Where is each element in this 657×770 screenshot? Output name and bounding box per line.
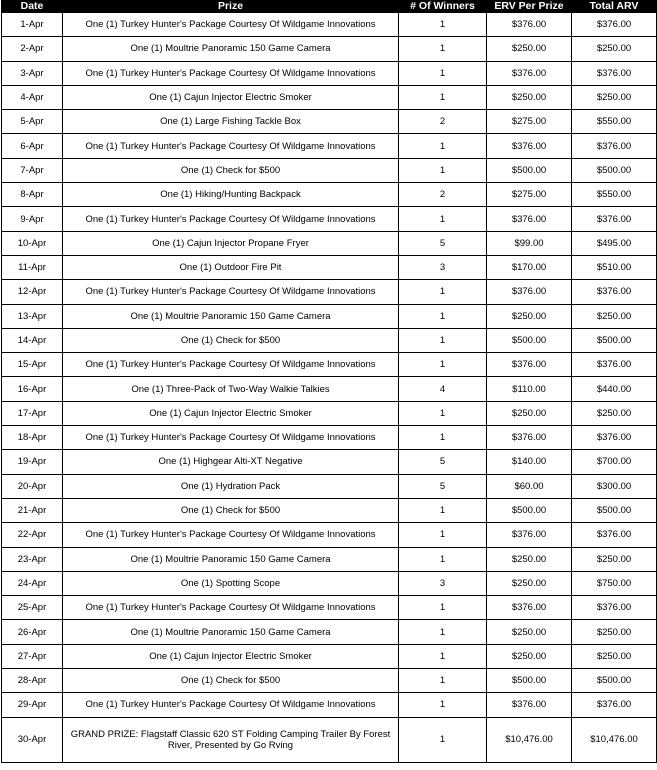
- cell-winners: 1: [399, 717, 487, 762]
- cell-total: $500.00: [572, 669, 657, 693]
- table-row: [2, 158, 657, 182]
- cell-total: $10,476.00: [572, 717, 657, 762]
- cell-erv: $250.00: [487, 547, 572, 571]
- cell-total: $550.00: [572, 183, 657, 207]
- cell-total: $376.00: [572, 207, 657, 231]
- cell-prize: One (1) Turkey Hunter's Package Courtesy Of Wildgame Innovations: [63, 134, 399, 158]
- cell-prize: One (1) Turkey Hunter's Package Courtesy Of Wildgame Innovations: [63, 523, 399, 547]
- cell-winners: 1: [399, 498, 487, 522]
- cell-date: 28-Apr: [2, 669, 63, 693]
- table-row: [2, 474, 657, 498]
- cell-winners: 3: [399, 571, 487, 595]
- cell-erv: $250.00: [487, 304, 572, 328]
- cell-winners: 1: [399, 304, 487, 328]
- cell-prize: One (1) Turkey Hunter's Package Courtesy Of Wildgame Innovations: [63, 13, 399, 37]
- cell-erv: $250.00: [487, 620, 572, 644]
- cell-erv: $275.00: [487, 183, 572, 207]
- table-row: [2, 547, 657, 571]
- cell-date: 20-Apr: [2, 474, 63, 498]
- cell-date: 18-Apr: [2, 426, 63, 450]
- table-row: [2, 620, 657, 644]
- cell-erv: $376.00: [487, 13, 572, 37]
- table-row: [2, 61, 657, 85]
- cell-erv: $376.00: [487, 596, 572, 620]
- cell-erv: $500.00: [487, 158, 572, 182]
- header-date: Date: [2, 1, 63, 13]
- cell-date: 24-Apr: [2, 571, 63, 595]
- table-body: [2, 13, 657, 763]
- cell-prize: One (1) Moultrie Panoramic 150 Game Camera: [63, 304, 399, 328]
- cell-prize: One (1) Cajun Injector Electric Smoker: [63, 85, 399, 109]
- prize-schedule-table: [1, 0, 657, 763]
- cell-date: 29-Apr: [2, 693, 63, 717]
- cell-prize: One (1) Check for $500: [63, 328, 399, 352]
- cell-prize: GRAND PRIZE: Flagstaff Classic 620 ST Folding Camping Trailer By Forest River, Presented by Go Rving: [63, 717, 399, 762]
- cell-prize: One (1) Large Fishing Tackle Box: [63, 110, 399, 134]
- cell-winners: 1: [399, 134, 487, 158]
- cell-total: $376.00: [572, 523, 657, 547]
- cell-prize: One (1) Spotting Scope: [63, 571, 399, 595]
- cell-total: $495.00: [572, 231, 657, 255]
- cell-total: $376.00: [572, 596, 657, 620]
- cell-date: 19-Apr: [2, 450, 63, 474]
- cell-prize: One (1) Moultrie Panoramic 150 Game Camera: [63, 620, 399, 644]
- cell-erv: $250.00: [487, 37, 572, 61]
- cell-total: $500.00: [572, 498, 657, 522]
- table-row: [2, 134, 657, 158]
- cell-erv: $250.00: [487, 644, 572, 668]
- cell-date: 13-Apr: [2, 304, 63, 328]
- table-row: [2, 377, 657, 401]
- cell-prize: One (1) Outdoor Fire Pit: [63, 255, 399, 279]
- cell-winners: 1: [399, 693, 487, 717]
- cell-winners: 1: [399, 644, 487, 668]
- cell-erv: $250.00: [487, 401, 572, 425]
- cell-prize: One (1) Three-Pack of Two-Way Walkie Talkies: [63, 377, 399, 401]
- cell-date: 3-Apr: [2, 61, 63, 85]
- table-header: [2, 1, 657, 13]
- cell-total: $750.00: [572, 571, 657, 595]
- cell-winners: 1: [399, 85, 487, 109]
- cell-date: 17-Apr: [2, 401, 63, 425]
- cell-date: 4-Apr: [2, 85, 63, 109]
- table-row: [2, 328, 657, 352]
- cell-date: 1-Apr: [2, 13, 63, 37]
- cell-date: 23-Apr: [2, 547, 63, 571]
- cell-winners: 1: [399, 328, 487, 352]
- table-row: [2, 401, 657, 425]
- cell-erv: $99.00: [487, 231, 572, 255]
- table-row: [2, 304, 657, 328]
- table-row: [2, 13, 657, 37]
- cell-total: $250.00: [572, 547, 657, 571]
- table-row: [2, 450, 657, 474]
- cell-date: 14-Apr: [2, 328, 63, 352]
- cell-total: $376.00: [572, 134, 657, 158]
- cell-winners: 2: [399, 110, 487, 134]
- cell-date: 10-Apr: [2, 231, 63, 255]
- table-row: [2, 596, 657, 620]
- table-row: [2, 644, 657, 668]
- cell-total: $440.00: [572, 377, 657, 401]
- cell-date: 9-Apr: [2, 207, 63, 231]
- cell-prize: One (1) Hydration Pack: [63, 474, 399, 498]
- table-row: [2, 693, 657, 717]
- cell-total: $376.00: [572, 280, 657, 304]
- cell-prize: One (1) Turkey Hunter's Package Courtesy Of Wildgame Innovations: [63, 426, 399, 450]
- cell-erv: $275.00: [487, 110, 572, 134]
- cell-date: 30-Apr: [2, 717, 63, 762]
- table-row: [2, 523, 657, 547]
- table-row: [2, 255, 657, 279]
- cell-erv: $60.00: [487, 474, 572, 498]
- cell-total: $376.00: [572, 13, 657, 37]
- cell-winners: 3: [399, 255, 487, 279]
- cell-erv: $250.00: [487, 571, 572, 595]
- header-row: [2, 1, 657, 13]
- cell-date: 25-Apr: [2, 596, 63, 620]
- cell-prize: One (1) Hiking/Hunting Backpack: [63, 183, 399, 207]
- cell-erv: $110.00: [487, 377, 572, 401]
- cell-prize: One (1) Highgear Alti-XT Negative: [63, 450, 399, 474]
- cell-prize: One (1) Cajun Injector Electric Smoker: [63, 401, 399, 425]
- cell-erv: $10,476.00: [487, 717, 572, 762]
- table-row: [2, 571, 657, 595]
- cell-prize: One (1) Check for $500: [63, 498, 399, 522]
- cell-date: 21-Apr: [2, 498, 63, 522]
- table-row: [2, 110, 657, 134]
- cell-total: $376.00: [572, 693, 657, 717]
- cell-winners: 1: [399, 61, 487, 85]
- cell-total: $510.00: [572, 255, 657, 279]
- cell-prize: One (1) Check for $500: [63, 158, 399, 182]
- cell-total: $376.00: [572, 61, 657, 85]
- cell-erv: $500.00: [487, 498, 572, 522]
- cell-prize: One (1) Moultrie Panoramic 150 Game Camera: [63, 37, 399, 61]
- cell-total: $250.00: [572, 644, 657, 668]
- cell-prize: One (1) Check for $500: [63, 669, 399, 693]
- cell-total: $376.00: [572, 426, 657, 450]
- cell-prize: One (1) Turkey Hunter's Package Courtesy Of Wildgame Innovations: [63, 61, 399, 85]
- cell-winners: 1: [399, 669, 487, 693]
- cell-date: 26-Apr: [2, 620, 63, 644]
- cell-prize: One (1) Cajun Injector Propane Fryer: [63, 231, 399, 255]
- cell-winners: 1: [399, 547, 487, 571]
- cell-erv: $500.00: [487, 328, 572, 352]
- cell-prize: One (1) Turkey Hunter's Package Courtesy Of Wildgame Innovations: [63, 693, 399, 717]
- cell-winners: 1: [399, 426, 487, 450]
- cell-date: 15-Apr: [2, 353, 63, 377]
- cell-erv: $376.00: [487, 280, 572, 304]
- header-erv: ERV Per Prize: [487, 1, 572, 13]
- cell-prize: One (1) Turkey Hunter's Package Courtesy Of Wildgame Innovations: [63, 280, 399, 304]
- cell-prize: One (1) Turkey Hunter's Package Courtesy Of Wildgame Innovations: [63, 207, 399, 231]
- cell-total: $250.00: [572, 401, 657, 425]
- cell-erv: $500.00: [487, 669, 572, 693]
- cell-date: 22-Apr: [2, 523, 63, 547]
- cell-erv: $376.00: [487, 353, 572, 377]
- cell-erv: $376.00: [487, 207, 572, 231]
- cell-erv: $250.00: [487, 85, 572, 109]
- cell-date: 5-Apr: [2, 110, 63, 134]
- cell-date: 2-Apr: [2, 37, 63, 61]
- cell-prize: One (1) Cajun Injector Electric Smoker: [63, 644, 399, 668]
- cell-date: 8-Apr: [2, 183, 63, 207]
- cell-total: $700.00: [572, 450, 657, 474]
- cell-winners: 1: [399, 596, 487, 620]
- cell-erv: $376.00: [487, 426, 572, 450]
- cell-total: $550.00: [572, 110, 657, 134]
- header-winners: # Of Winners: [399, 1, 487, 13]
- cell-winners: 1: [399, 353, 487, 377]
- cell-winners: 1: [399, 158, 487, 182]
- cell-total: $500.00: [572, 328, 657, 352]
- cell-winners: 5: [399, 231, 487, 255]
- cell-winners: 1: [399, 37, 487, 61]
- cell-erv: $140.00: [487, 450, 572, 474]
- table-row: [2, 231, 657, 255]
- cell-erv: $170.00: [487, 255, 572, 279]
- cell-winners: 5: [399, 474, 487, 498]
- table-row: [2, 498, 657, 522]
- table-row: [2, 426, 657, 450]
- cell-erv: $376.00: [487, 61, 572, 85]
- cell-winners: 4: [399, 377, 487, 401]
- table-row: [2, 353, 657, 377]
- cell-total: $300.00: [572, 474, 657, 498]
- table-row: [2, 207, 657, 231]
- cell-erv: $376.00: [487, 693, 572, 717]
- table-row: [2, 85, 657, 109]
- cell-total: $250.00: [572, 304, 657, 328]
- cell-date: 16-Apr: [2, 377, 63, 401]
- cell-total: $250.00: [572, 620, 657, 644]
- cell-winners: 1: [399, 401, 487, 425]
- table-row: [2, 280, 657, 304]
- cell-prize: One (1) Turkey Hunter's Package Courtesy Of Wildgame Innovations: [63, 596, 399, 620]
- cell-erv: $376.00: [487, 523, 572, 547]
- cell-total: $250.00: [572, 85, 657, 109]
- cell-date: 12-Apr: [2, 280, 63, 304]
- cell-total: $376.00: [572, 353, 657, 377]
- cell-date: 7-Apr: [2, 158, 63, 182]
- cell-date: 6-Apr: [2, 134, 63, 158]
- cell-winners: 5: [399, 450, 487, 474]
- cell-date: 11-Apr: [2, 255, 63, 279]
- header-total: Total ARV: [572, 1, 657, 13]
- table-row: [2, 183, 657, 207]
- cell-prize: One (1) Moultrie Panoramic 150 Game Camera: [63, 547, 399, 571]
- table-row: [2, 669, 657, 693]
- cell-winners: 1: [399, 207, 487, 231]
- cell-prize: One (1) Turkey Hunter's Package Courtesy Of Wildgame Innovations: [63, 353, 399, 377]
- cell-winners: 1: [399, 620, 487, 644]
- cell-total: $250.00: [572, 37, 657, 61]
- cell-erv: $376.00: [487, 134, 572, 158]
- cell-winners: 1: [399, 523, 487, 547]
- cell-winners: 1: [399, 13, 487, 37]
- cell-winners: 2: [399, 183, 487, 207]
- cell-total: $500.00: [572, 158, 657, 182]
- header-prize: Prize: [63, 1, 399, 13]
- cell-date: 27-Apr: [2, 644, 63, 668]
- table-row: [2, 717, 657, 762]
- table-row: [2, 37, 657, 61]
- cell-winners: 1: [399, 280, 487, 304]
